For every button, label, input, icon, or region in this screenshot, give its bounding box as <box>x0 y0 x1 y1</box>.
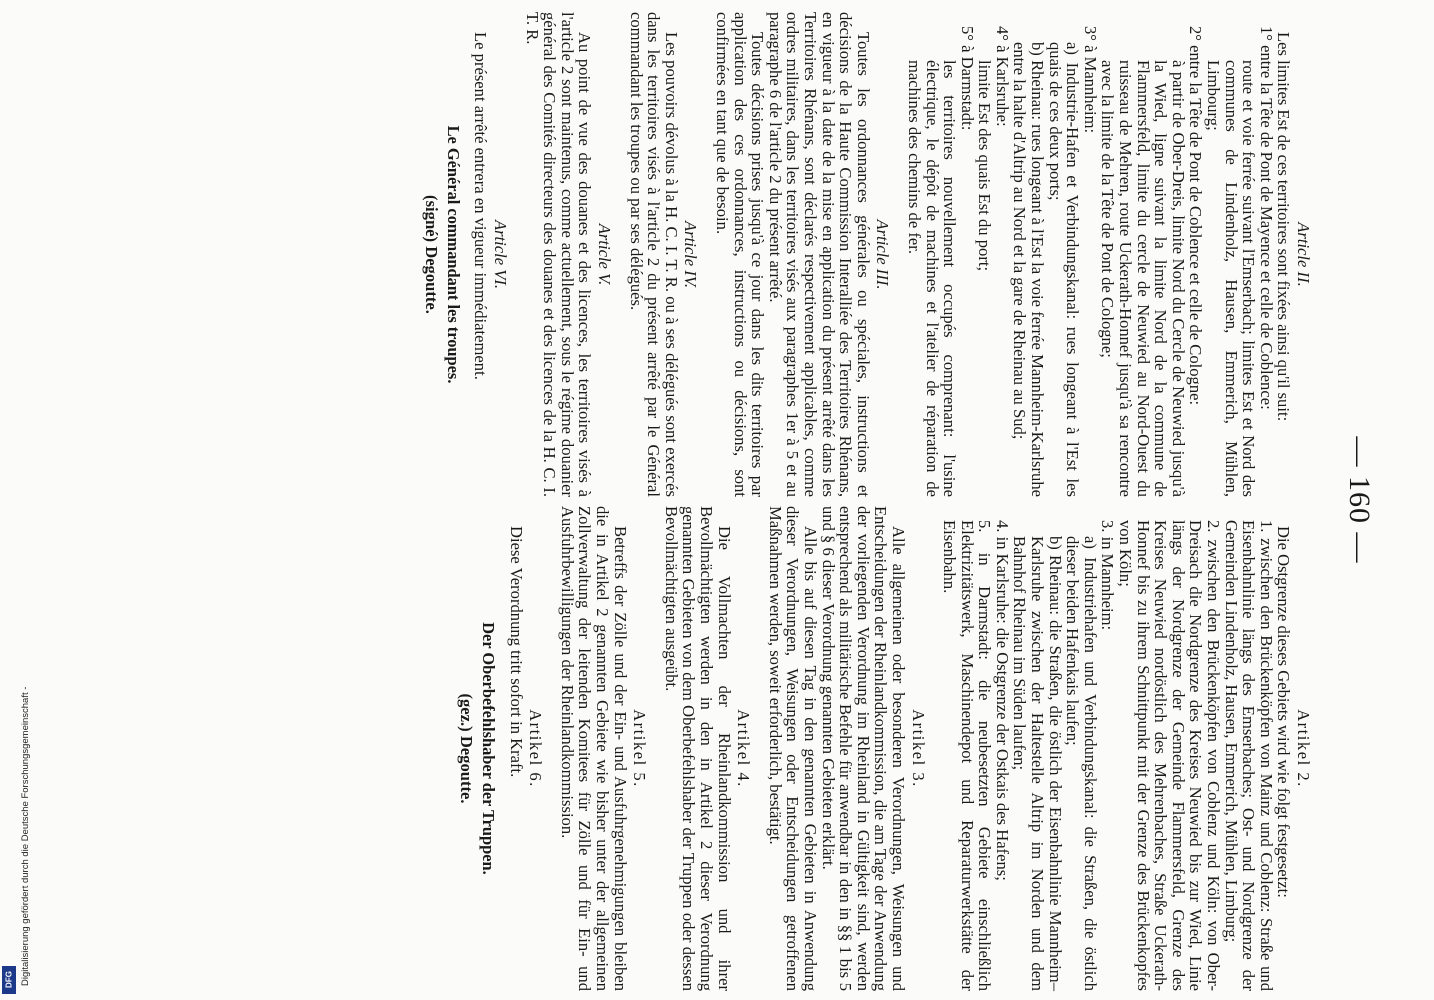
paragraph-article-6-fr: Le présent arrêté entrera en vigueur immédiatement. <box>471 32 491 380</box>
paragraph-artikel-6-de: Diese Verordnung tritt sofort in Kraft. <box>506 526 526 778</box>
dfg-logo-text: DFG <box>4 971 14 988</box>
heading-artikel-4-de: Artikel 4. <box>734 709 754 788</box>
signature-title-fr: Le Général commandant les troupes. <box>443 125 463 384</box>
french-column <box>423 12 1312 497</box>
item-5-fr: 5° à Darmstadt: <box>957 26 977 131</box>
signature-name-de: (gez.) Degoutte. <box>457 693 477 804</box>
item-3a-de: a) Industriehafen und Verbindungskanal: die Straßen, die östlich dieser beiden Hafenkais laufen; <box>1063 536 1100 991</box>
heading-artikel-3-de: Artikel 3. <box>908 709 928 788</box>
item-2-fr: 2° entre la Tête de Pont de Coblence et celle de Cologne: <box>1186 26 1206 406</box>
item-5-de: 5. in Darmstadt: die neubesetzten Gebiete einschließlich Elektrizitätswerk, Maschinendepot und Reparaturwerkstätte der Eisenbahn. <box>940 520 995 991</box>
page-number: — 160 — <box>1343 436 1376 564</box>
paragraph-artikel-3a-de: Alle allgemeinen oder besonderen Verordnungen, Weisungen und Entscheidungen der Rheinlandkommission, die am Tage der Anwendung der vorliegenden Verordnung im Rheinland in Gültigkeit sind, werden entsprechend als militärische Befehle für anwendbar in den in §§ 1 bis 5 und § 6 dieser Verordnung genannten Gebieten erklärt. <box>818 506 908 991</box>
heading-artikel-6-de: Artikel 6. <box>526 709 546 788</box>
item-5-text-fr: les territoires nouvellement occupés comprenant: l'usine électrique, le dépôt de machines et l'atelier de réparation de machines des chemins de fer. <box>904 60 960 497</box>
item-4-de: 4. in Karlsruhe: die Ostgrenze der Ostkais des Hafens; <box>992 520 1012 881</box>
paragraph-artikel-4-de: Die Vollmachten der Rheinlandkommission und ihrer Bevollmächtigten werden in den in Artikel 2 dieser Verordnung genannten Gebieten von dem Oberbefehlshaber der Truppen oder dessen Bevollmächtigten ausgeübt. <box>661 506 734 991</box>
heading-article-3-fr: Article III. <box>873 219 893 290</box>
paragraph-article-5-fr: Au point de vue des douanes et des licences, les territoires visés à l'article 2 sont maintenus, comme actuellement, sous le régime douanier général des Comités directeurs des douanes et des licences de la H. C. I. T. R. <box>522 12 595 497</box>
item-4-text-fr: limite Est des quais Est du port; <box>975 60 995 272</box>
item-4-fr: 4° à Karlsruhe: <box>992 26 1012 127</box>
heading-article-2-fr: Article II. <box>1294 222 1313 287</box>
item-3-fr: 3° à Mannheim: <box>1080 26 1100 134</box>
paragraph-article-3b-fr: Toutes décisions prises jusqu'à ce jour dans les dits territoires par application des ces ordonnances, instructions ou décisions, sont confirmées en tant que de besoin. <box>713 12 768 497</box>
heading-article-5-fr: Article V. <box>595 223 615 286</box>
signature-name-fr: (signé) Degoutte. <box>422 195 442 314</box>
german-column <box>458 506 1312 991</box>
heading-article-6-fr: Article VI. <box>491 219 511 290</box>
heading-artikel-2-de: Artikel 2. <box>1294 709 1313 788</box>
dfg-logo <box>2 966 16 994</box>
item-1-de: 1. zwischen den Brückenköpfen von Mainz und Coblenz: Straße und Eisenbahnlinie längs des Emserbaches; Ost- und Nordgrenze der Gemeinden Lindenholz, Hausen, Emmerich, Mühlen, Limburg; <box>1221 520 1276 991</box>
heading-article-4-fr: Article IV. <box>681 221 701 288</box>
paragraph-intro-fr: Les limites Est de ces territoires sont fixées ainsi qu'il suit: <box>1274 32 1294 422</box>
paragraph-article-3a-fr: Toutes les ordonnances générales ou spéciales, instructions et décisions de la Haute Commission Interalliée des Territoires Rhénans, en vigueur à la date de la mise en application du présent arrêté dans les Territoires Rhénans, sont déclarés respectivement applicables, comme ordres militaires, dans les territoires visés aux paragraphes 1er à 5 et au paragraphe 6 de l'article 2 du présent arrêté. <box>765 12 873 497</box>
paragraph-article-4-fr: Les pouvoirs dévolus à la H. C. I. T. R. ou à ses délégués sont exercés dans les territoires visés à l'article 2 du présent arrêté par le Général commandant les troupes ou par ses délégués. <box>626 12 681 497</box>
item-3b-fr: b) Rheinau: rues longeant à l'Est la voie ferrée Mannheim-Karlsruhe entre la halte d'Altrip au Nord et la gare de Rheinau au Sud; <box>1010 42 1048 497</box>
item-3b-de: b) Rheinau: die Straßen, die östlich der Eisenbahnlinie Mannheim–Karlsruhe zwischen der Haltestelle Altrip im Norden und dem Bahnhof Rheinau im Süden laufen; <box>1010 536 1065 991</box>
item-2-de: 2. zwischen den Brückenköpfen von Coblenz und Köln: von Ober-Dreisach die Nordgrenze des Kreises Neuwied bis zur Wied, Linie längs der Nordgrenze der Gemeinde Flammersfeld, Grenze des Kreises Neuwied nordöstlich des Mehrenbaches, Straße Uckerath-Honnef bis zu ihrem Schnittpunkt mit der Grenze des Brückenkopfes von Köln; <box>1116 520 1224 991</box>
item-3a-fr: a) Industrie-Hafen et Verbindungskanal: rues longeant à l'Est les quais de ces deux ports; <box>1045 42 1083 497</box>
paragraph-intro-de: Die Ostgrenze dieses Gebiets wird wie folgt festgesetzt: <box>1274 526 1294 898</box>
digitization-footer: Digitalisierung gefördert durch die Deutsche Forschungsgemeinschaft - <box>20 686 31 986</box>
signature-title-de: Der Oberbefehlshaber der Truppen. <box>479 622 499 875</box>
item-1-text-fr: route et voie ferrée suivant l'Emserbach; limites Est et Nord des communes de Lindenholz, Hausen, Emmerich, Mühlen, Limbourg; <box>1204 60 1259 497</box>
item-3-de: 3. in Mannheim: <box>1098 520 1118 631</box>
item-2-text-fr: à partir de Ober-Dreis, limite Nord du Cercle de Neuwied jusqu'à la Wied, ligne suivant la limite Nord de la commune de Flammersfeld, limite du cercle de Neuwied au Nord-Ouest du ruisseau de Mehren, route Uckerath-Honnef jusqu'à sa rencontre avec la limite de la Tête de Pont de Cologne; <box>1098 60 1188 497</box>
heading-artikel-5-de: Artikel 5. <box>630 709 650 788</box>
item-1-fr: 1° entre la Tête de Pont de Mayence et celle de Coblence: <box>1256 26 1276 410</box>
paragraph-artikel-3b-de: Alle bis auf diesen Tag in den genannten Gebieten in Anwendung dieser Verordnungen, Weisungen oder Entscheidungen getroffenen Maßnahmen werden, soweit erforderlich, bestätigt. <box>765 506 820 991</box>
rotated-document-page <box>2 0 1382 1000</box>
paragraph-artikel-5-de: Betreffs der Zölle und der Ein- und Ausfuhrgenehmigungen bleiben die in Artikel 2 genannten Gebiete wie bisher unter der allgemeinen Zollverwaltung der leitenden Komitees für Zölle und für Ein- und Ausfuhrbewilligungen der Rheinlandkommission. <box>557 506 630 991</box>
